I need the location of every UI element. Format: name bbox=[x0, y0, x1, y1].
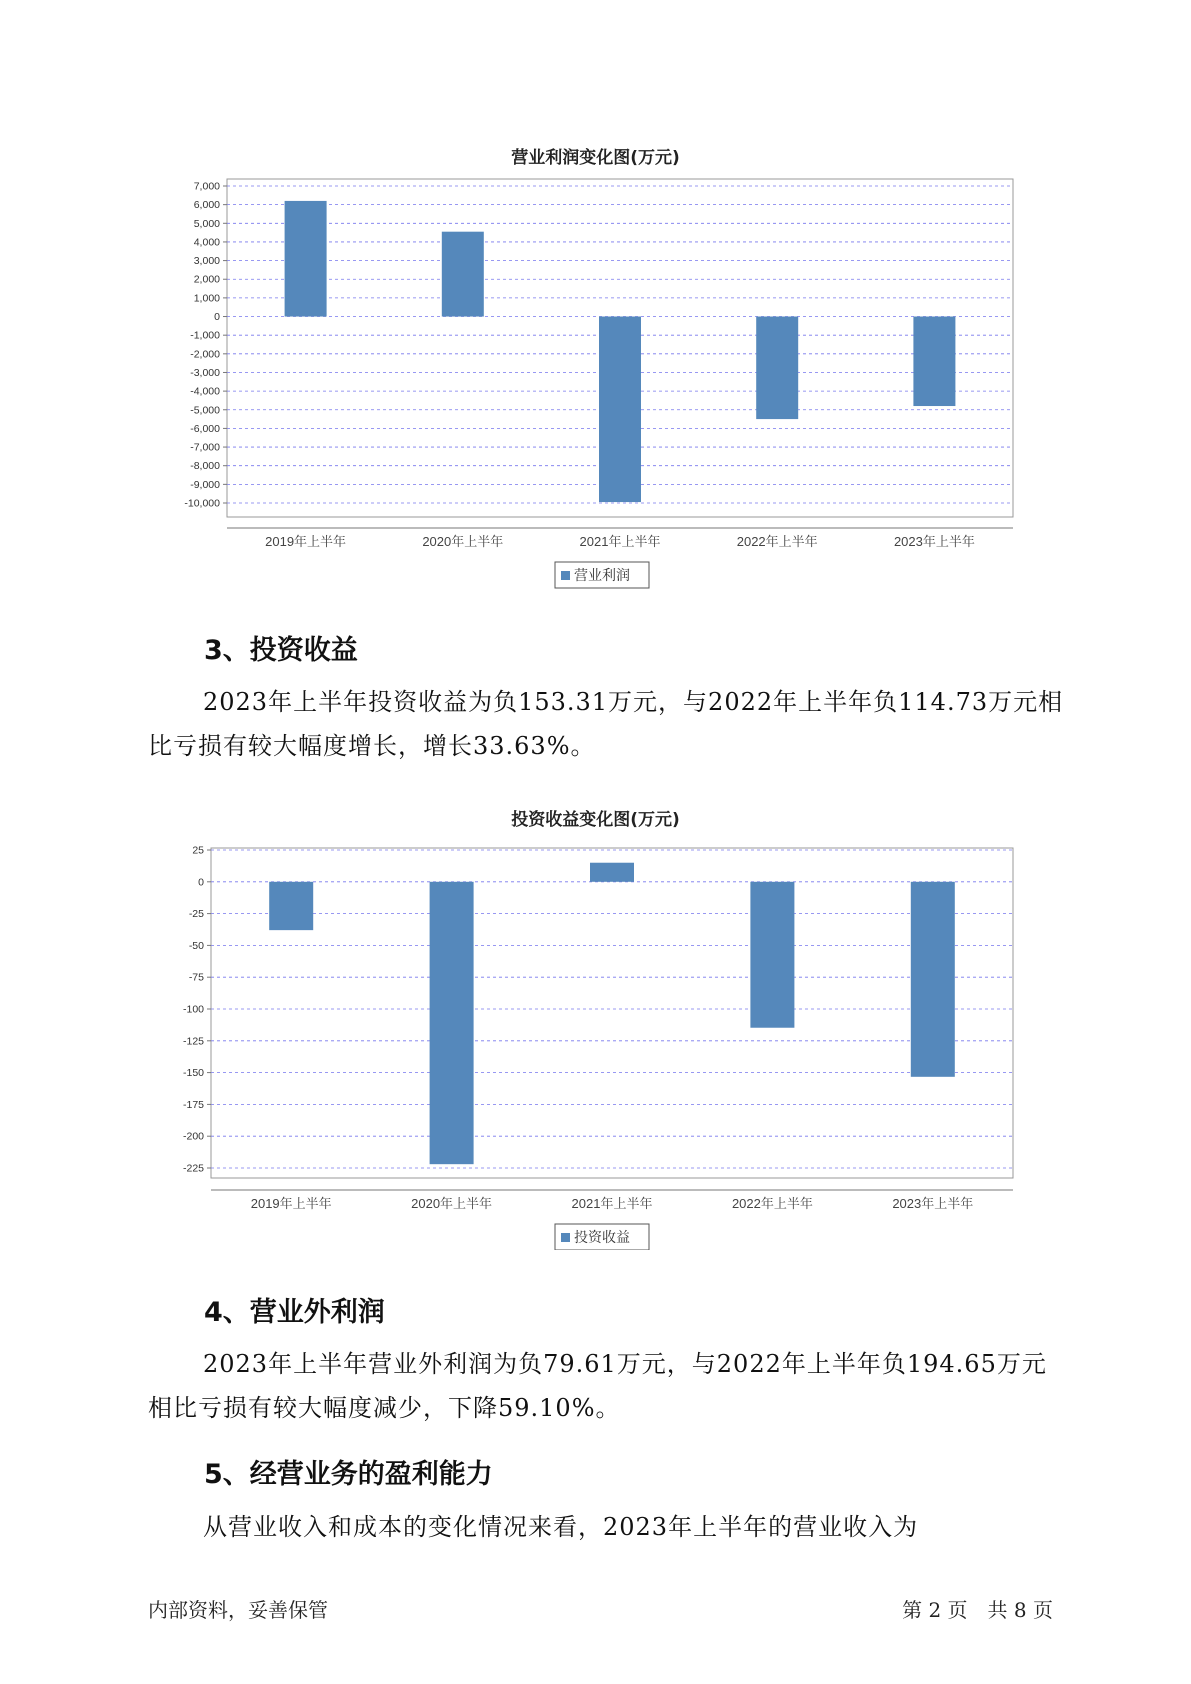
y-tick-label: -1,000 bbox=[190, 329, 220, 342]
section-3-paragraph: 2023年上半年投资收益为负153.31万元，与2022年上半年负114.73万元相比亏损有较大幅度增长，增长33.63%。 bbox=[148, 688, 1064, 760]
y-tick-label: -9,000 bbox=[190, 478, 220, 491]
x-tick-label: 2020年上半年 bbox=[411, 1196, 493, 1211]
legend-label: 营业利润 bbox=[574, 567, 630, 583]
y-tick-label: -150 bbox=[182, 1067, 204, 1080]
bar bbox=[269, 882, 313, 930]
bar bbox=[430, 882, 474, 1164]
y-tick-label: 7,000 bbox=[193, 180, 220, 193]
y-tick-label: 1,000 bbox=[193, 292, 220, 305]
x-tick-label: 2023年上半年 bbox=[892, 1196, 974, 1211]
x-tick-label: 2021年上半年 bbox=[571, 1196, 653, 1211]
x-tick-label: 2019年上半年 bbox=[265, 534, 347, 549]
y-tick-label: -225 bbox=[182, 1162, 204, 1175]
bar bbox=[590, 863, 634, 882]
section-5-paragraph: 从营业收入和成本的变化情况来看，2023年上半年的营业收入为 bbox=[203, 1513, 919, 1541]
y-tick-label: 6,000 bbox=[193, 199, 220, 212]
x-tick-label: 2020年上半年 bbox=[422, 534, 504, 549]
x-tick-label: 2021年上半年 bbox=[579, 534, 661, 549]
y-tick-label: 0 bbox=[198, 876, 204, 889]
y-tick-label: 5,000 bbox=[193, 217, 220, 230]
bar bbox=[750, 882, 794, 1028]
y-tick-label: -200 bbox=[182, 1130, 204, 1143]
y-tick-label: -4,000 bbox=[190, 385, 220, 398]
bar bbox=[911, 882, 955, 1077]
y-tick-label: 3,000 bbox=[193, 255, 220, 268]
y-tick-label: -75 bbox=[188, 971, 204, 984]
y-tick-label: 2,000 bbox=[193, 273, 220, 286]
y-tick-label: 25 bbox=[192, 844, 204, 857]
y-tick-label: -8,000 bbox=[190, 460, 220, 473]
x-tick-label: 2022年上半年 bbox=[736, 534, 818, 549]
y-tick-label: -2,000 bbox=[190, 348, 220, 361]
x-tick-label: 2022年上半年 bbox=[731, 1196, 813, 1211]
y-tick-label: 4,000 bbox=[193, 236, 220, 249]
section-4-paragraph: 2023年上半年营业外利润为负79.61万元，与2022年上半年负194.65万元相比亏损有较大幅度减少，下降59.10%。 bbox=[148, 1350, 1047, 1422]
plot-frame bbox=[211, 848, 1013, 1178]
y-tick-label: 0 bbox=[214, 311, 220, 324]
y-tick-label: -10,000 bbox=[184, 497, 220, 510]
y-tick-label: -25 bbox=[188, 908, 204, 921]
section-5-heading: 5、经营业务的盈利能力 bbox=[204, 1459, 493, 1490]
y-tick-label: -125 bbox=[182, 1035, 204, 1048]
y-tick-label: -6,000 bbox=[190, 422, 220, 435]
legend-swatch bbox=[561, 1233, 570, 1242]
y-tick-label: -3,000 bbox=[190, 366, 220, 379]
y-tick-label: -7,000 bbox=[190, 441, 220, 454]
footer-confidential: 内部资料，妥善保管 bbox=[148, 1598, 328, 1622]
y-tick-label: -5,000 bbox=[190, 404, 220, 417]
legend-label: 投资收益 bbox=[574, 1229, 630, 1245]
chart1-title: 营业利润变化图(万元) bbox=[511, 148, 680, 168]
section-4-heading: 4、营业外利润 bbox=[204, 1297, 385, 1328]
section-3-heading: 3、投资收益 bbox=[204, 635, 358, 666]
legend bbox=[555, 1224, 649, 1250]
y-tick-label: -50 bbox=[188, 939, 204, 952]
x-tick-label: 2019年上半年 bbox=[250, 1196, 332, 1211]
footer-page-number: 第 2 页 共 8 页 bbox=[902, 1598, 1053, 1622]
chart2-title: 投资收益变化图(万元) bbox=[511, 810, 680, 830]
y-tick-label: -175 bbox=[182, 1098, 204, 1111]
x-tick-label: 2023年上半年 bbox=[893, 534, 975, 549]
y-tick-label: -100 bbox=[182, 1003, 204, 1016]
